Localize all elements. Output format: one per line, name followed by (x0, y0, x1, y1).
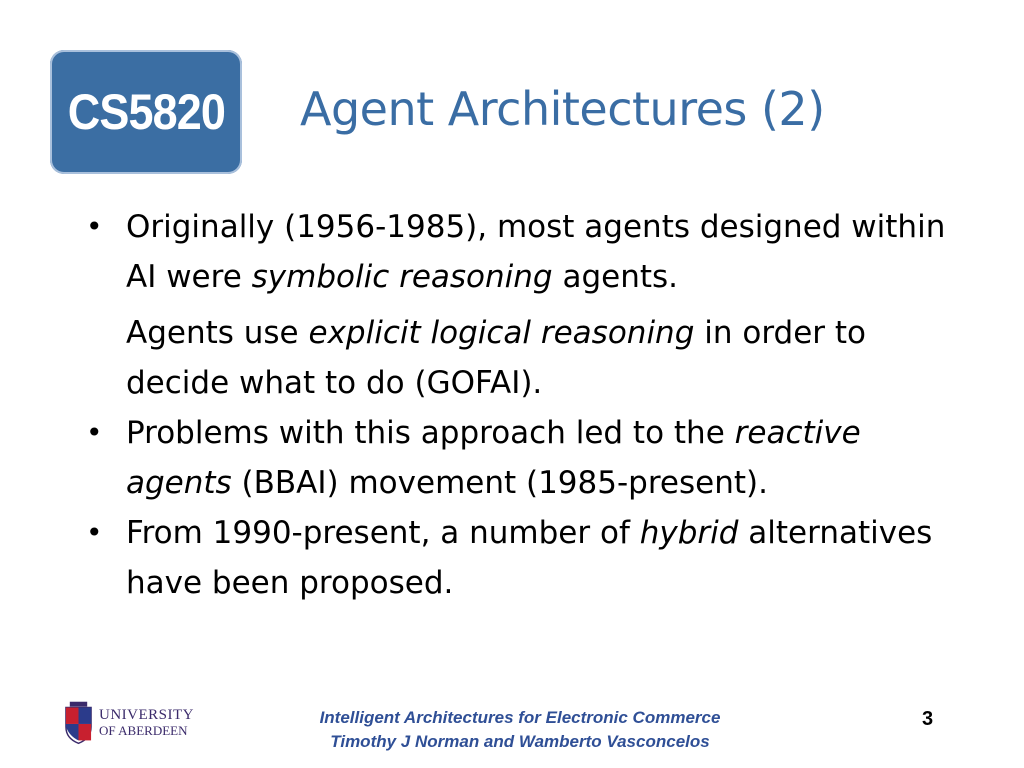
bullet-text: Originally (1956-1985), most agents designed within AI were symbolic reasoning agents. (126, 209, 946, 295)
bullet-item (82, 508, 962, 608)
course-code: CS5820 (67, 84, 225, 140)
bullet-list (82, 202, 962, 608)
bullet-item (82, 202, 962, 408)
bullet-continuation: Agents use explicit logical reasoning in order to decide what to do (GOFAI). (126, 315, 866, 401)
footer-course-title: Intelligent Architectures for Electronic Commerce (319, 708, 721, 727)
bullet-icon: • (86, 516, 103, 549)
footer-authors: Timothy J Norman and Wamberto Vasconcelos (330, 732, 710, 751)
footer-course-info (230, 706, 810, 754)
slide-title: Agent Architectures (2) (300, 82, 825, 136)
page-number: 3 (922, 708, 934, 730)
logo-text-aberdeen: OF ABERDEEN (99, 723, 188, 738)
logo-text-university: UNIVERSITY (99, 707, 194, 723)
course-badge (50, 50, 242, 174)
bullet-icon: • (86, 210, 103, 243)
university-logo (64, 698, 194, 748)
bullet-text: Problems with this approach led to the reactive agents (BBAI) movement (1985-present). (126, 415, 861, 501)
bullet-icon: • (86, 416, 103, 449)
crest-icon (64, 701, 93, 745)
bullet-item (82, 408, 962, 508)
bullet-text: From 1990-present, a number of hybrid alternatives have been proposed. (126, 515, 933, 601)
